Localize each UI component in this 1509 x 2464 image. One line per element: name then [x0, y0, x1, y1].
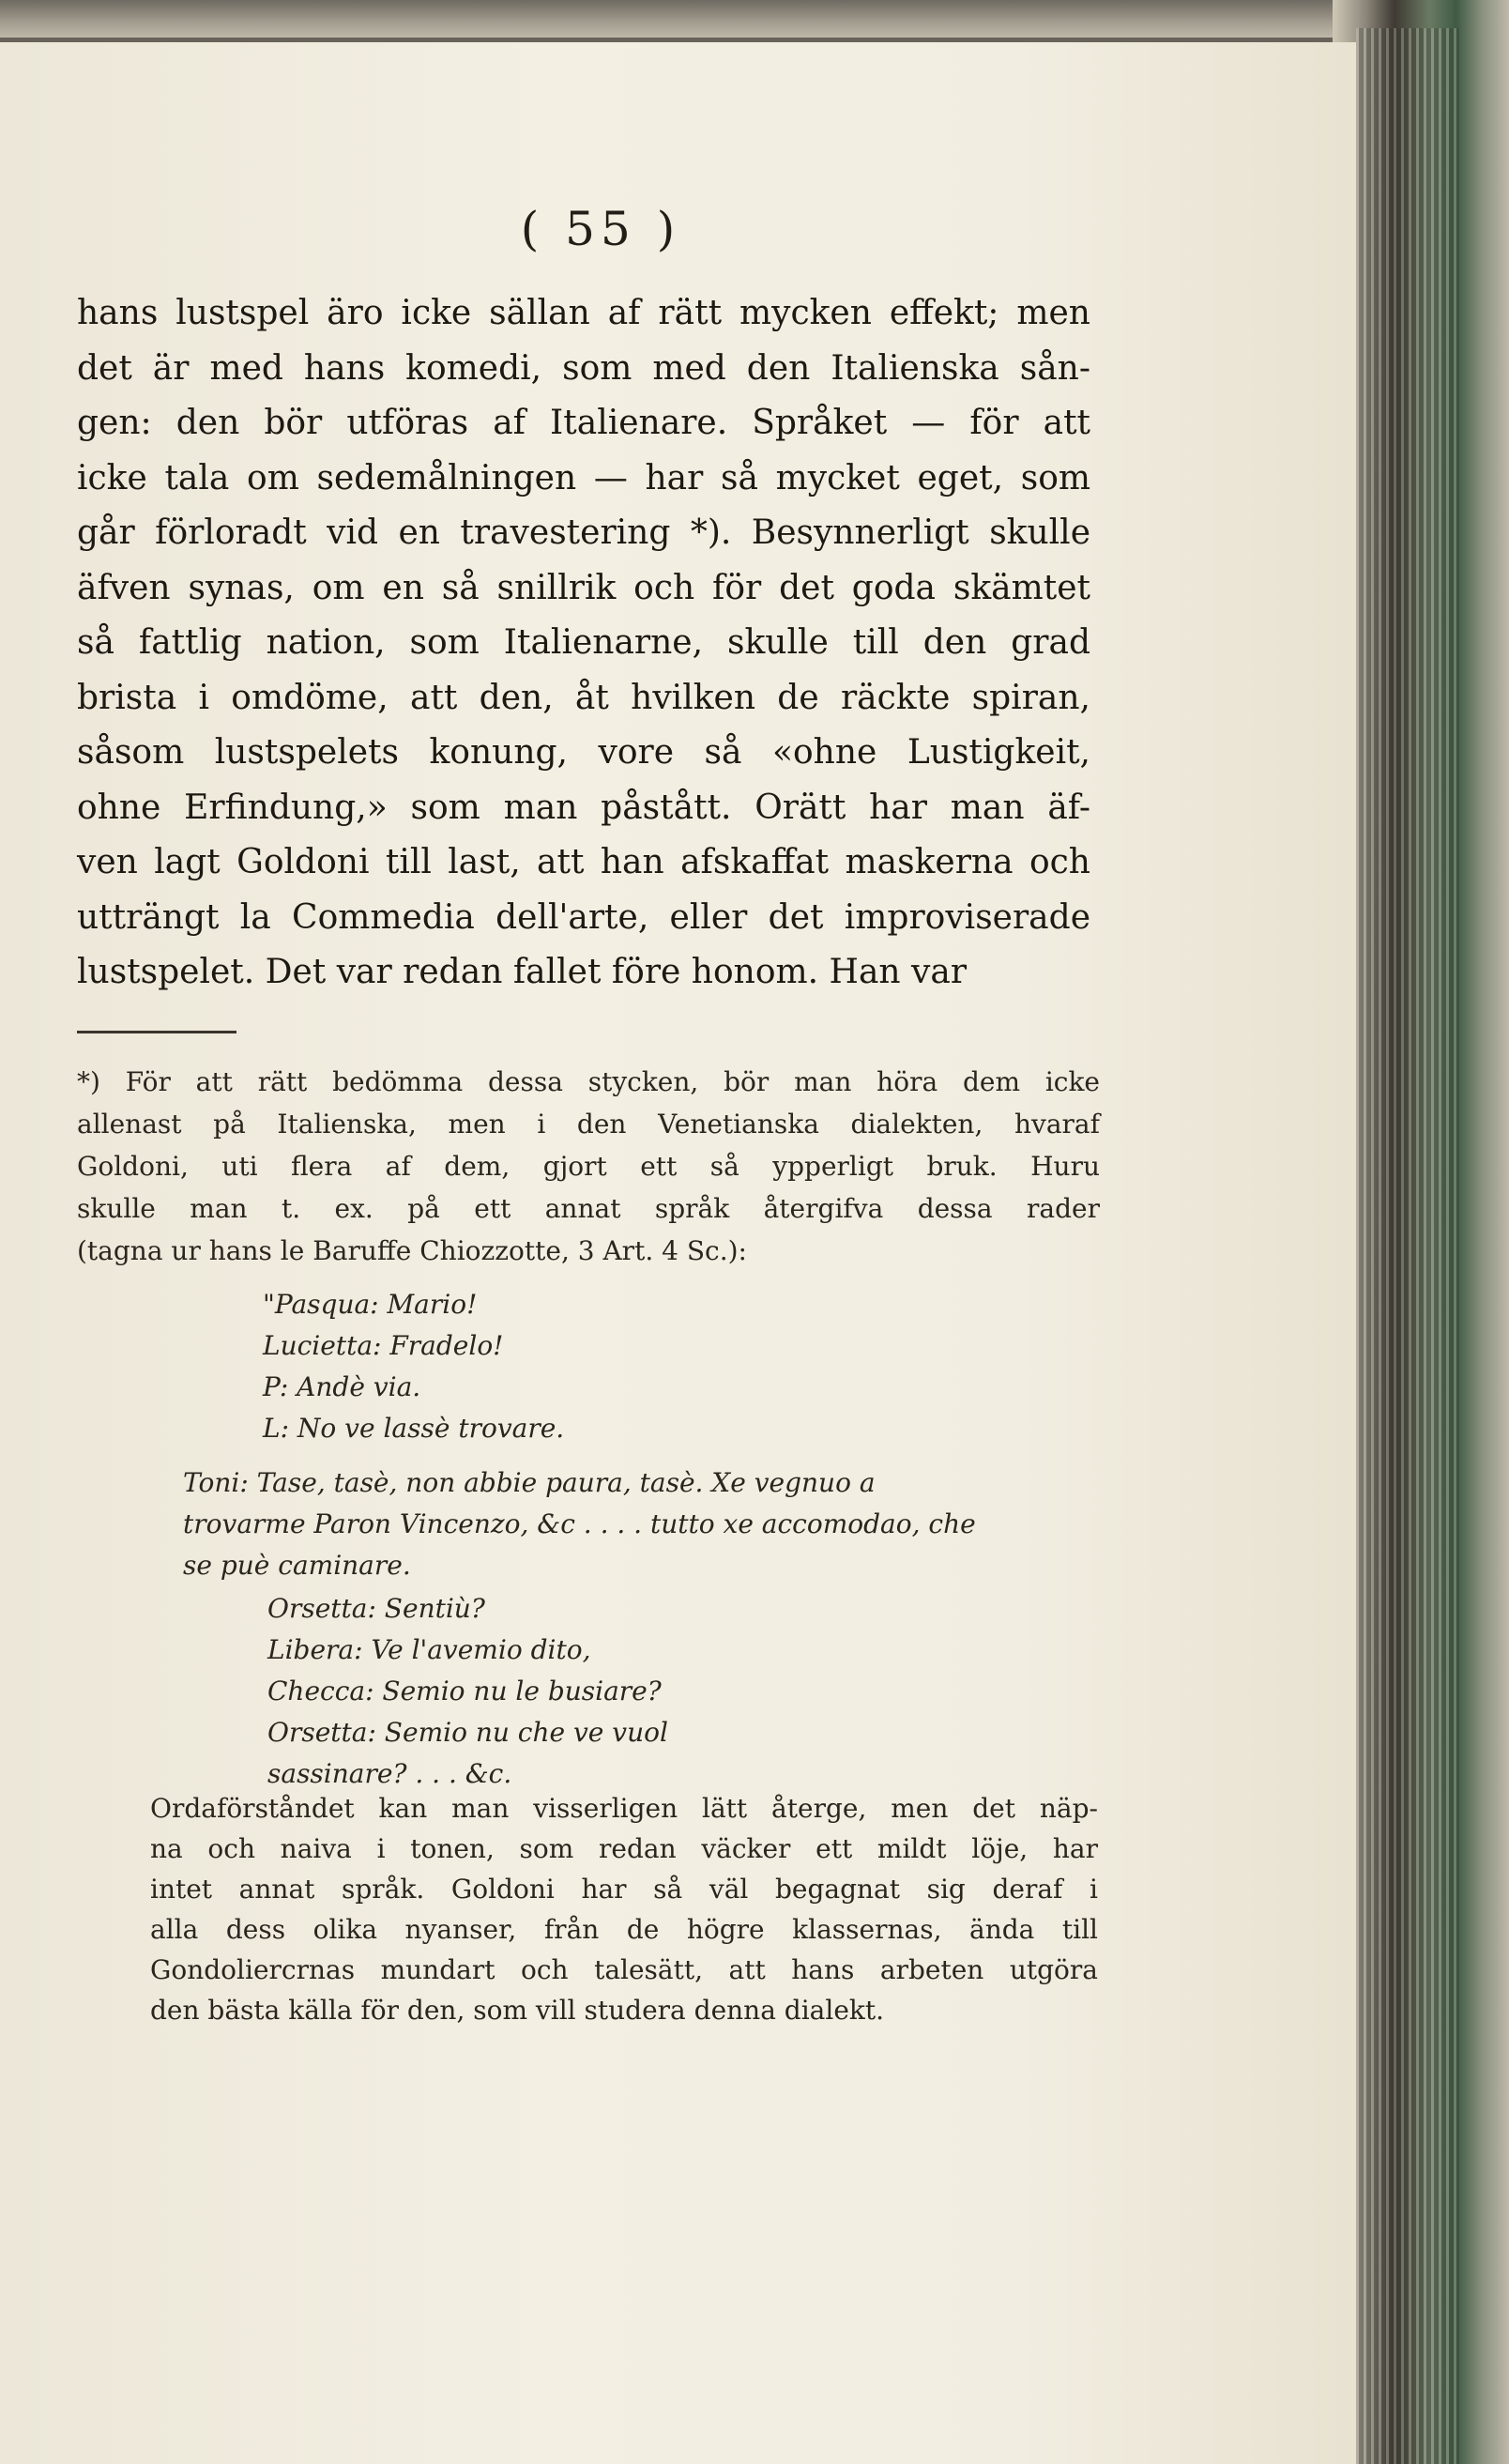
- text-line: går förloradt vid en travestering *). Besynnerligt skulle: [77, 513, 1090, 552]
- verse-line: Orsetta: Semio nu che ve vuol: [267, 1717, 668, 1748]
- footnote-line: *) För att rätt bedömma dessa stycken, bör man höra dem icke: [77, 1066, 1100, 1097]
- footnote-line: Goldoni, uti flera af dem, gjort ett så ypperligt bruk. Huru: [77, 1151, 1100, 1182]
- dialogue-verse-b: [267, 1588, 1187, 1795]
- verse-line: Toni: Tase, tasè, non abbie paura, tasè. Xe vegnuo a: [183, 1467, 876, 1498]
- verse-line: P: Andè via.: [263, 1371, 421, 1402]
- footnote-line: skulle man t. ex. på ett annat språk återgifva dessa rader: [77, 1193, 1100, 1224]
- text-line: såsom lustspelets konung, vore så «ohne Lustigkeit,: [77, 733, 1090, 772]
- text-line: ven lagt Goldoni till last, att han afskaffat maskerna och: [77, 843, 1090, 881]
- text-line: lustspelet. Det var redan fallet före honom. Han var: [77, 953, 968, 991]
- closing-line: den bästa källa för den, som vill studera denna dialekt.: [150, 1995, 885, 2026]
- footnote-line: allenast på Italienska, men i den Venetianska dialekten, hvaraf: [77, 1109, 1100, 1140]
- page-edges: [1356, 28, 1459, 2464]
- closing-line: intet annat språk. Goldoni har så väl begagnat sig deraf i: [150, 1874, 1098, 1905]
- closing-line: Ordaförståndet kan man visserligen lätt återge, men det näp-: [150, 1793, 1098, 1824]
- text-line: utträngt la Commedia dell'arte, eller det improviserade: [77, 897, 1090, 937]
- text-line: äfven synas, om en så snillrik och för det goda skämtet: [77, 568, 1090, 607]
- dialogue-verse-toni: [183, 1462, 1103, 1586]
- closing-line: Gondoliercrnas mundart och talesätt, att hans arbeten utgöra: [150, 1954, 1098, 1985]
- verse-line: trovarme Paron Vincenzo, &c . . . . tutto xe accomodao, che: [183, 1508, 976, 1539]
- dialogue-verse-a: [263, 1284, 1182, 1449]
- verse-line: "Pasqua: Mario!: [263, 1289, 478, 1320]
- verse-line: L: No ve lassè trovare.: [263, 1413, 565, 1444]
- verse-line: Checca: Semio nu le busiare?: [267, 1676, 662, 1706]
- footnote: [77, 1061, 1100, 1272]
- text-line: brista i omdöme, att den, åt hvilken de räckte spiran,: [77, 678, 1090, 717]
- text-line: det är med hans komedi, som med den Italienska sån-: [77, 348, 1090, 388]
- verse-line: Orsetta: Sentiù?: [267, 1593, 485, 1624]
- text-line: gen: den bör utföras af Italienare. Språket — för att: [77, 404, 1090, 442]
- text-line: ohne Erfindung,» som man påstått. Orätt har man äf-: [77, 788, 1090, 827]
- closing-line: na och naiva i tonen, som redan väcker ett mildt löje, har: [150, 1833, 1098, 1864]
- main-text: [77, 286, 1090, 1001]
- verse-line: Lucietta: Fradelo!: [263, 1330, 504, 1361]
- closing-line: alla dess olika nyanser, från de högre klassernas, ända till: [150, 1914, 1098, 1945]
- text-line: hans lustspel äro icke sällan af rätt mycken effekt; men: [77, 294, 1090, 332]
- text-line: icke tala om sedemålningen — har så mycket eget, som: [77, 458, 1090, 497]
- verse-line: se puè caminare.: [183, 1550, 411, 1581]
- footnote-line: (tagna ur hans le Baruffe Chiozzotte, 3 Art. 4 Sc.):: [77, 1235, 747, 1266]
- page-number: ( 55 ): [520, 202, 681, 256]
- footnote-rule: [77, 1031, 236, 1033]
- text-line: så fattlig nation, som Italienarne, skulle till den grad: [77, 623, 1090, 662]
- closing-paragraph: [150, 1788, 1098, 2030]
- verse-line: sassinare? . . . &c.: [267, 1758, 512, 1789]
- verse-line: Libera: Ve l'avemio dito,: [267, 1634, 591, 1665]
